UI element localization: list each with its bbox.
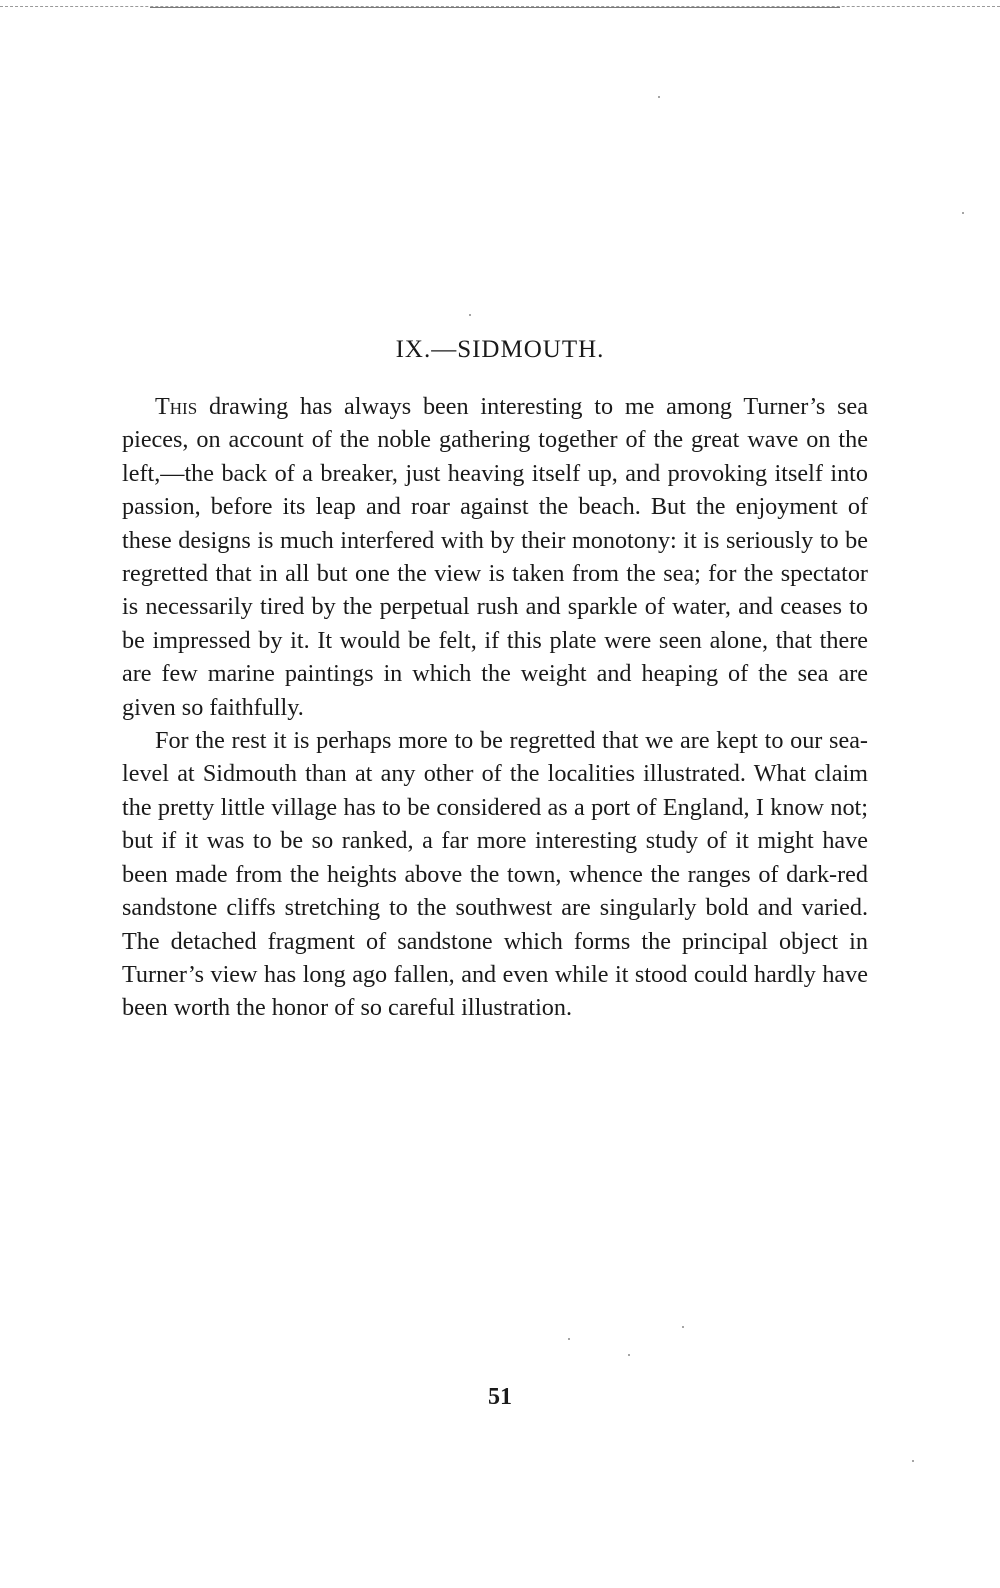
scan-speck	[912, 1460, 914, 1462]
scan-speck	[469, 314, 471, 316]
chapter-title: IX.—SIDMOUTH.	[395, 336, 605, 363]
scan-edge-line	[150, 7, 840, 8]
scan-speck	[628, 1354, 630, 1356]
scan-speck	[658, 96, 660, 98]
scan-speck	[682, 1326, 684, 1328]
paragraph-1-lead: This	[155, 393, 198, 420]
body-text	[122, 390, 868, 1025]
paragraph-2: For the rest it is perhaps more to be regretted that we are kept to our sea-level at Sidmouth than at any other of the localities illustrated. What claim the pretty little village has to be considered as a port of England, I know not; but if it was to be so ranked, a far more interesting study of it might have been made from the heights above the town, whence the ranges of dark-red sandstone cliffs stretching to the southwest are singularly bold and varied. The detached fragment of sandstone which forms the principal object in Turner’s view has long ago fallen, and even while it stood could hardly have been worth the honor of so careful illustration.	[122, 727, 868, 1022]
scan-speck	[962, 212, 964, 214]
paragraph-1	[122, 390, 868, 724]
scan-speck	[568, 1338, 570, 1340]
page-number: 51	[488, 1384, 512, 1410]
paragraph-1-text: drawing has always been interesting to me among Turner’s sea pieces, on account of the noble gathering together of the great wave on the left,—the back of a breaker, just heaving itself up, and provoking itself into passion, before its leap and roar against the beach. But the enjoyment of these designs is much interfered with by their monotony: it is seriously to be regretted that in all but one the view is taken from the sea; for the spectator is necessarily tired by the perpetual rush and sparkle of water, and ceases to be impressed by it. It would be felt, if this plate were seen alone, that there are few marine paintings in which the weight and heaping of the sea are given so faithfully.	[122, 393, 868, 721]
